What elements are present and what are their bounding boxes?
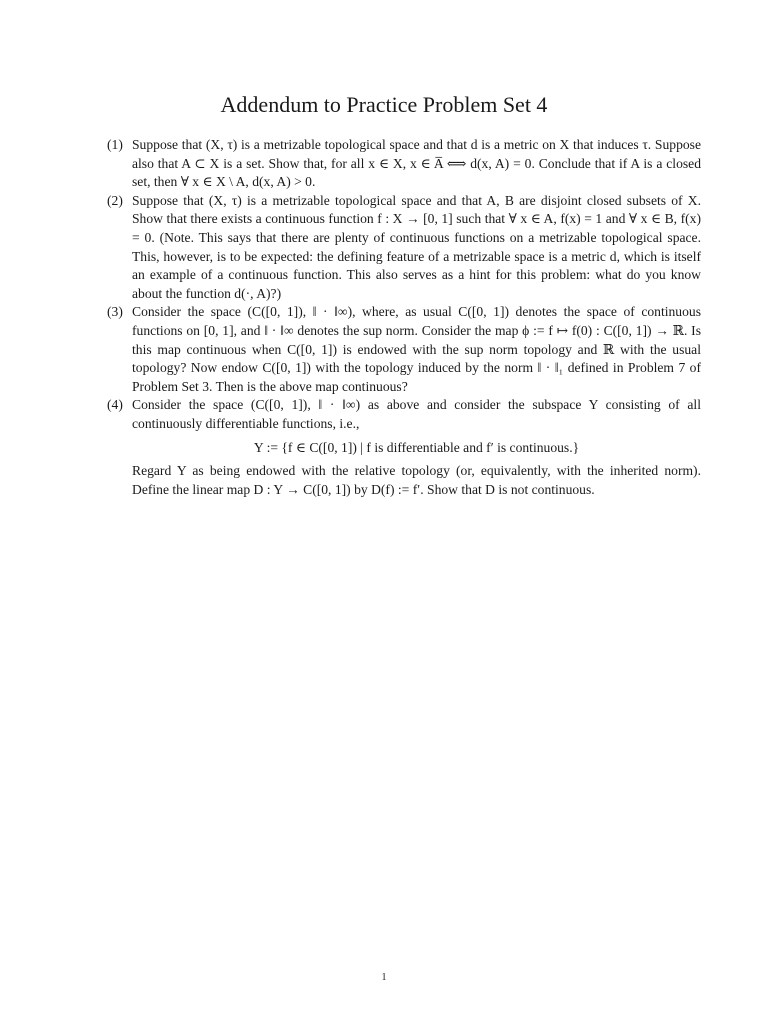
- problem-text: Suppose that (X, τ) is a metrizable topological space and that A, B are disjoint closed subsets of X. Show that there exists a continuous function f : X → [0, 1] such that ∀ x ∈ A, f(x) = 1 and ∀ x ∈ B, f(x) = 0. (Note. This says that there are plenty of continuous functions on a metrizable topological space. This, however, is to be expected: the defining feature of a metrizable space is a metric d, which is itself an example of a continuous function. This also serves as a hint for this problem: what do you know about the function d(·, A)?): [132, 192, 701, 301]
- document-title: Addendum to Practice Problem Set 4: [220, 92, 548, 117]
- problem-number: (2): [107, 192, 123, 208]
- problem-3: [107, 303, 701, 396]
- problem-4: [107, 396, 701, 499]
- problem-number: (3): [107, 304, 123, 320]
- problem-number: (1): [107, 137, 123, 152]
- problem-1: [107, 136, 701, 192]
- problem-text-continued: Regard Y as being endowed with the relative topology (or, equivalently, with the inherited norm). Define the linear map D : Y → C([0, 1]) by D(f) := f′. Show that D is not continuous.: [132, 463, 701, 497]
- display-equation: Y := {f ∈ C([0, 1]) | f is differentiable and f′ is continuous.}: [253, 439, 580, 455]
- problem-2: [107, 192, 701, 304]
- problem-list: [107, 136, 701, 499]
- problem-text: Consider the space (C([0, 1]), ‖ · ‖∞) as above and consider the subspace Y consisting of all continuously differentiable functions, i.e.,: [132, 397, 701, 431]
- page-number: 1: [381, 972, 387, 983]
- problem-text: Consider the space (C([0, 1]), ‖ · ‖∞), where, as usual C([0, 1]) denotes the space of continuous functions on [0, 1], and ‖ · ‖∞ denotes the sup norm. Consider the map ϕ := f ↦ f(0) : C([0, 1]) → ℝ. Is this map continuous when C([0, 1]) is endowed with the sup norm topology and ℝ with the usual topology? Now endow C([0, 1]) with the topology induced by the norm ‖ · ‖₁ defined in Problem 7 of Problem Set 3. Then is the above map continuous?: [132, 304, 701, 394]
- problem-text: Suppose that (X, τ) is a metrizable topological space and that d is a metric on X that induces τ. Suppose also that A ⊂ X is a set. Show that, for all x ∈ X, x ∈ A̅ ⟺ d(x, A) = 0. Conclude that if A is a closed set, then ∀ x ∈ X \ A, d(x, A) > 0.: [132, 137, 701, 190]
- problem-number: (4): [107, 397, 123, 413]
